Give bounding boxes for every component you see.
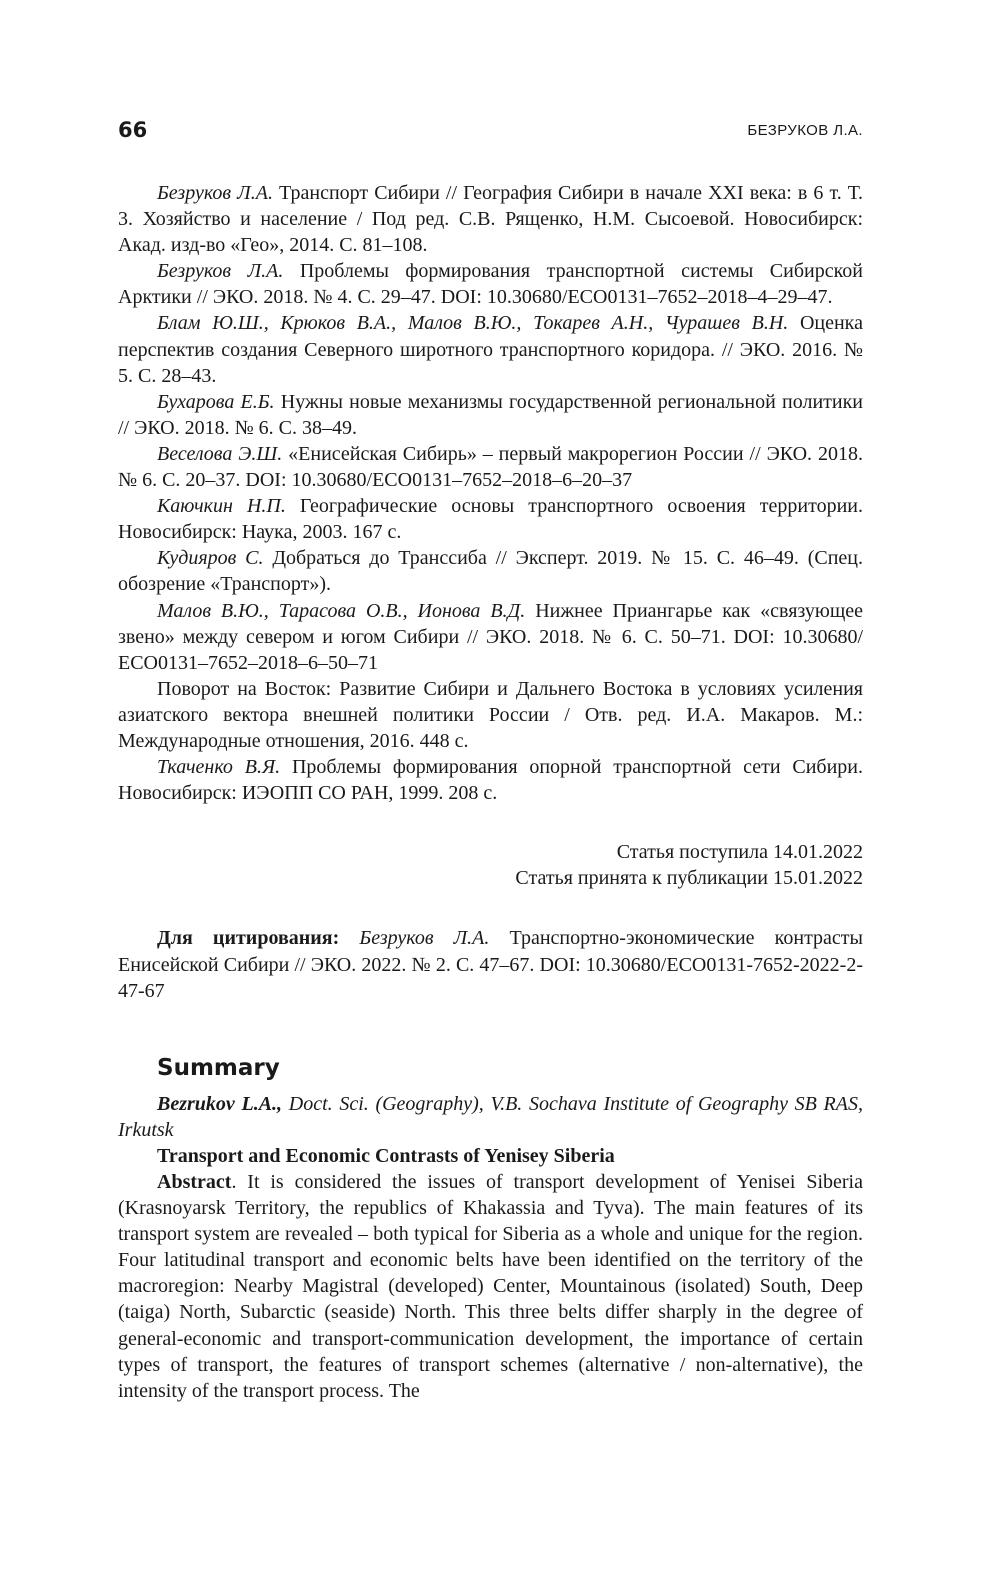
reference-list — [118, 180, 863, 806]
received-date: Статья поступила 14.01.2022 — [616, 841, 863, 864]
reference-author: Веселова Э.Ш. — [157, 442, 283, 465]
reference-author: Кудияров С. — [157, 547, 264, 570]
reference-author: Каючкин Н.П. — [157, 495, 286, 518]
reference-text: Проблемы формирования транспортной системы Сибирской Арктики // ЭКО. 2018. № 4. С. 29–47. DOI: 10.30680/ЕСО0131–7652–2018–4–29–47. — [118, 260, 863, 309]
reference-text: Оценка перспектив создания Северного широтного транспортного коридора. // ЭКО. 2016. № 5. С. 28–43. — [118, 312, 863, 387]
abstract-text: . It is considered the issues of transport development of Yenisei Siberia (Krasnoyarsk Territory, the republics of Khakassia and Tyva). The main features of its transport system are revealed – both typical for Siberia as a whole and unique for the region. Four latitudinal transport and economic belts have been identified on the territory of the macroregion: Nearby Magistral (developed) Center, Mountainous (isolated) South, Deep (taiga) North, Subarctic (seaside) North. This three belts differ sharply in the degree of general-economic and transport-communication development, the importance of certain types of transport, the features of transport schemes (alternative / non-alternative), the intensity of the transport process. The — [118, 1171, 863, 1402]
summary-heading: Summary — [157, 1054, 280, 1081]
citation-text: Транспортно-экономические контрасты Енисейской Сибири // ЭКО. 2022. № 2. С. 47–67. DOI: 10.30680/ЕСО0131-7652-2022-2-47-67 — [118, 927, 863, 1002]
reference-author: Ткаченко В.Я. — [157, 756, 281, 779]
reference-text: Транспорт Сибири // География Сибири в начале XXI века: в 6 т. Т. 3. Хозяйство и население / Под ред. С.В. Рященко, Н.М. Сысоевой. Новосибирск: Акад. изд-во «Гео», 2014. С. 81–108. — [118, 182, 863, 257]
reference-author: Безруков Л.А. — [157, 260, 284, 283]
reference-item — [118, 310, 863, 388]
page-number: 66 — [118, 118, 148, 142]
reference-item — [118, 258, 863, 310]
citation-block — [118, 925, 863, 1003]
reference-item — [118, 754, 863, 806]
reference-author: Бухарова Е.Б. — [157, 390, 275, 413]
summary-abstract — [118, 1169, 863, 1404]
reference-text: «Енисейская Сибирь» – первый макрорегион России // ЭКО. 2018. № 6. С. 20–37. DOI: 10.30680/ЕСО0131–7652–2018–6–20–37 — [118, 442, 863, 492]
reference-item — [118, 441, 863, 493]
summary-author-affiliation: Doct. Sci. (Geography), V.B. Sochava Institute of Geography SB RAS, Irkutsk — [118, 1092, 863, 1141]
reference-text: Нужны новые механизмы государственной региональной политики // ЭКО. 2018. № 6. С. 38–49. — [118, 390, 864, 439]
summary-author-name: Bezrukov L.A., — [157, 1092, 283, 1115]
reference-author: Малов В.Ю., Тарасова О.В., Ионова В.Д. — [157, 599, 526, 622]
citation-label: Для цитирования: — [157, 927, 340, 950]
article-dates — [118, 839, 863, 891]
reference-text: Поворот на Восток: Развитие Сибири и Дальнего Востока в условиях усиления азиатского вектора внешней политики России / Отв. ред. И.А. Макаров. М.: Международные отношения, 2016. 448 с. — [118, 677, 863, 752]
page-body — [118, 180, 863, 1404]
reference-text: Нижнее Приангарье как «связующее звено» между севером и югом Сибири // ЭКО. 2018. № 6. С. 50–71. DOI: 10.30680/ЕСО0131–7652–2018–6–50–71 — [118, 599, 863, 674]
reference-item — [118, 180, 863, 258]
reference-text: Добраться до Транссиба // Эксперт. 2019. № 15. С. 46–49. (Спец. обозрение «Транспорт»). — [118, 547, 863, 596]
reference-item — [118, 545, 863, 597]
reference-text: Географические основы транспортного освоения территории. Новосибирск: Наука, 2003. 167 с. — [118, 495, 863, 544]
reference-text: Проблемы формирования опорной транспортной сети Сибири. Новосибирск: ИЭОПП СО РАН, 1999. 208 с. — [118, 756, 864, 805]
reference-item — [118, 493, 863, 545]
reference-item — [118, 598, 863, 676]
reference-item — [118, 676, 863, 754]
summary-paper-title: Transport and Economic Contrasts of Yenisey Siberia — [157, 1144, 615, 1167]
accepted-date: Статья принята к публикации 15.01.2022 — [515, 867, 863, 890]
citation-author: Безруков Л.А. — [339, 927, 490, 950]
page-header — [118, 118, 863, 148]
reference-author: Блам Ю.Ш., Крюков В.А., Малов В.Ю., Токарев А.Н., Чурашев В.Н. — [157, 312, 789, 335]
summary-author — [118, 1091, 863, 1143]
reference-author: Безруков Л.А. — [157, 182, 273, 204]
reference-item — [118, 389, 863, 441]
running-head: БЕЗРУКОВ Л.А. — [747, 122, 863, 139]
abstract-label: Abstract — [157, 1171, 232, 1193]
